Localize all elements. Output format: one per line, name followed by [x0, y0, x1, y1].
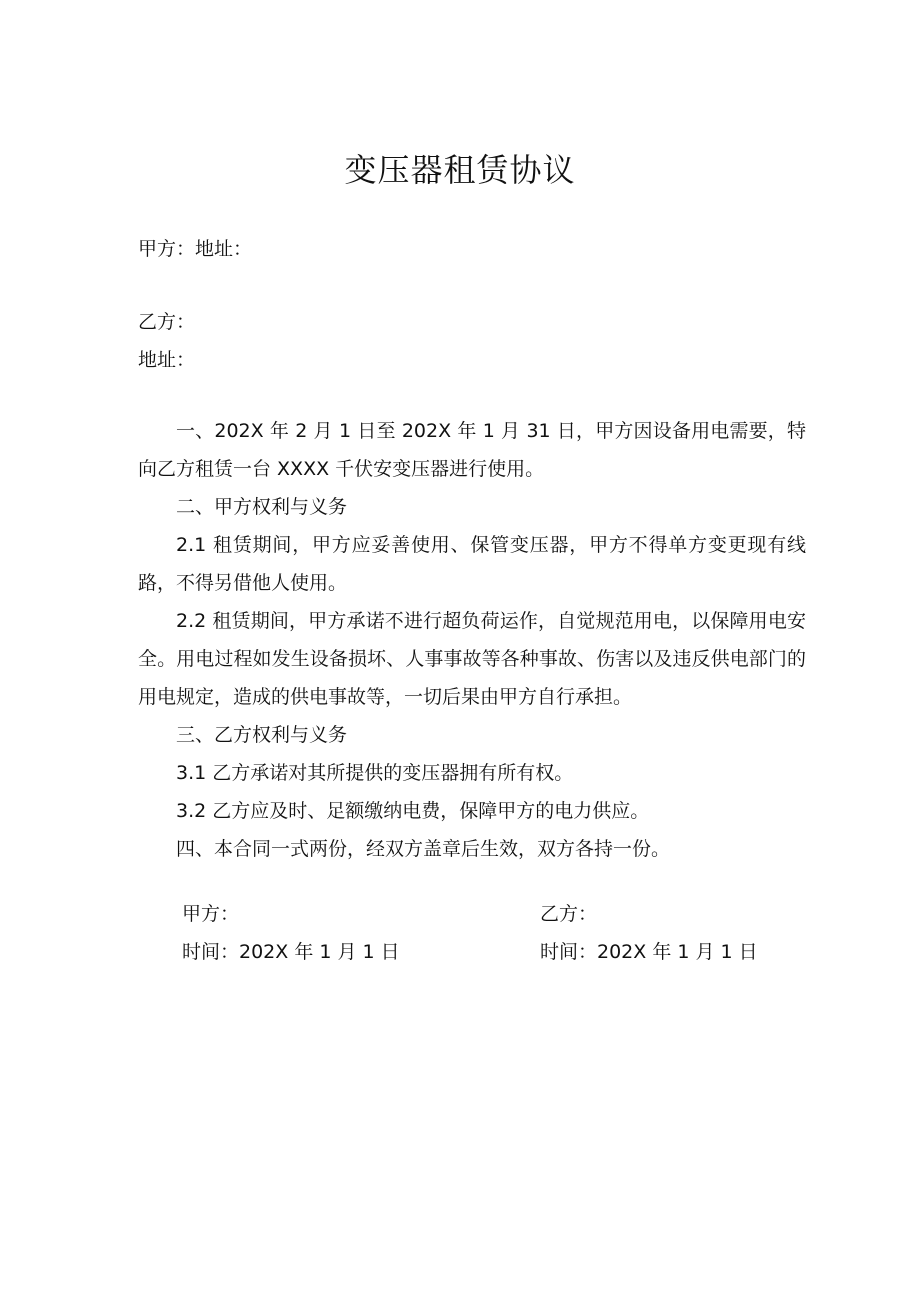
clause-3-heading: 三、乙方权利与义务 [176, 724, 348, 746]
party-b-address: 地址： [138, 349, 196, 371]
clause-1-lease-term: 一、202X 年 2 月 1 日至 202X 年 1 月 31 日，甲方因设备用电需要，特向乙方租赁一台 XXXX 千伏安变压器进行使用。 [138, 420, 806, 480]
party-b-line: 乙方： [138, 311, 196, 333]
clause-4: 四、本合同一式两份，经双方盖章后生效，双方各持一份。 [176, 838, 671, 860]
clause-2-1: 2.1 租赁期间，甲方应妥善使用、保管变压器，甲方不得单方变更现有线路，不得另借他人使用。 [138, 534, 806, 594]
party-a-signature-block [182, 895, 400, 971]
party-a-signature-date: 时间：202X 年 1 月 1 日 [182, 941, 400, 963]
clause-3-2: 3.2 乙方应及时、足额缴纳电费，保障甲方的电力供应。 [176, 800, 650, 822]
party-b-signature-label: 乙方： [540, 903, 598, 925]
contract-clauses [138, 412, 806, 868]
document-title: 变压器租赁协议 [344, 151, 576, 189]
clause-2-2: 2.2 租赁期间，甲方承诺不进行超负荷运作，自觉规范用电，以保障用电安全。用电过程如发生设备损坏、人事事故等各种事故、伤害以及违反供电部门的用电规定，造成的供电事故等，一切后果由甲方自行承担。 [138, 610, 806, 708]
party-b-signature-block [540, 895, 758, 971]
party-a-line: 甲方：地址： [138, 238, 253, 260]
clause-2-heading: 二、甲方权利与义务 [176, 496, 348, 518]
party-a-signature-label: 甲方： [182, 903, 240, 925]
party-b-signature-date: 时间：202X 年 1 月 1 日 [540, 941, 758, 963]
clause-3-1: 3.1 乙方承诺对其所提供的变压器拥有所有权。 [176, 762, 574, 784]
